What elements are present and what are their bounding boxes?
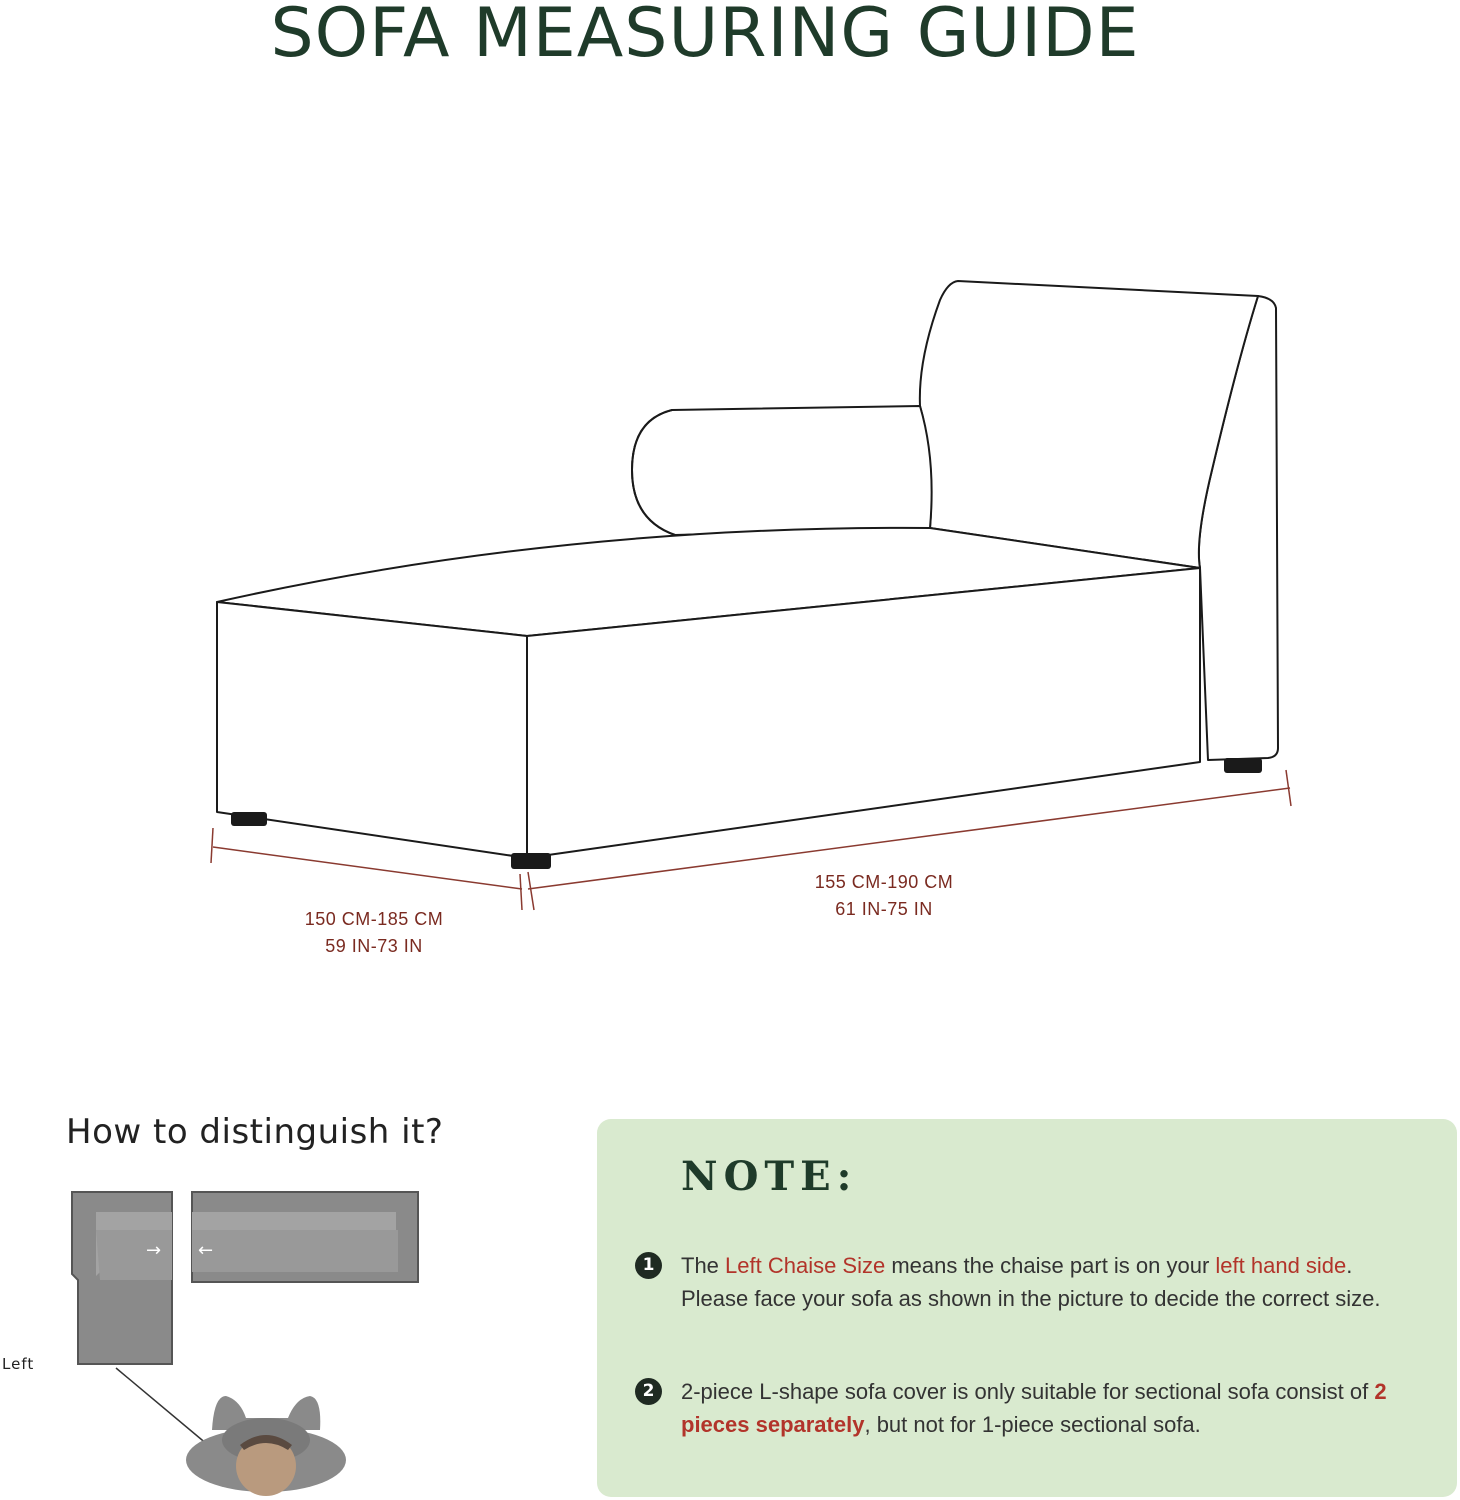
width-cm: 155 CM-190 CM [814,872,954,892]
note-item-1: 1 The Left Chaise Size means the chaise part is on your left hand side. Please face your sofa as shown in the picture to decide the correct size. [635,1249,1425,1315]
l-shape-diagram [72,1192,418,1496]
depth-in: 59 IN-73 IN [325,936,423,956]
distinguish-heading: How to distinguish it? [66,1112,444,1152]
width-dimension-label [784,869,984,923]
depth-cm: 150 CM-185 CM [304,909,444,929]
foot-front [511,853,551,869]
width-tick-left [528,872,534,910]
foot-left [231,812,267,826]
highlight-left-chaise: Left Chaise Size [725,1253,886,1278]
left-label: Left [2,1355,35,1373]
pointer-line [116,1368,214,1450]
note-panel [597,1119,1457,1497]
bullet-1: 1 [635,1252,662,1279]
foot-right [1224,758,1262,773]
arrow-left-icon: ← [198,1240,214,1261]
depth-dimension-label [274,906,474,960]
depth-tick-left [211,828,213,863]
width-in: 61 IN-75 IN [835,899,933,919]
viewer-person-icon [186,1396,346,1496]
depth-tick-right [520,874,522,910]
note-1-line2: Please face your sofa as shown in the picture to decide the correct size. [681,1286,1381,1311]
page-title: SOFA MEASURING GUIDE [270,0,1140,73]
bullet-2: 2 [635,1378,662,1405]
highlight-2-pieces: 2 pieces separately [681,1379,1387,1437]
arrow-right-icon: → [146,1240,162,1261]
note-title: NOTE: [681,1153,858,1200]
note-item-2: 2 2-piece L-shape sofa cover is only suitable for sectional sofa consist of 2 pieces separately, but not for 1-piece sectional sofa. [635,1375,1425,1441]
bolster-pillow [632,406,932,535]
depth-line [213,847,522,889]
highlight-left-hand: left hand side [1215,1253,1347,1278]
chaise-outline [217,281,1278,858]
